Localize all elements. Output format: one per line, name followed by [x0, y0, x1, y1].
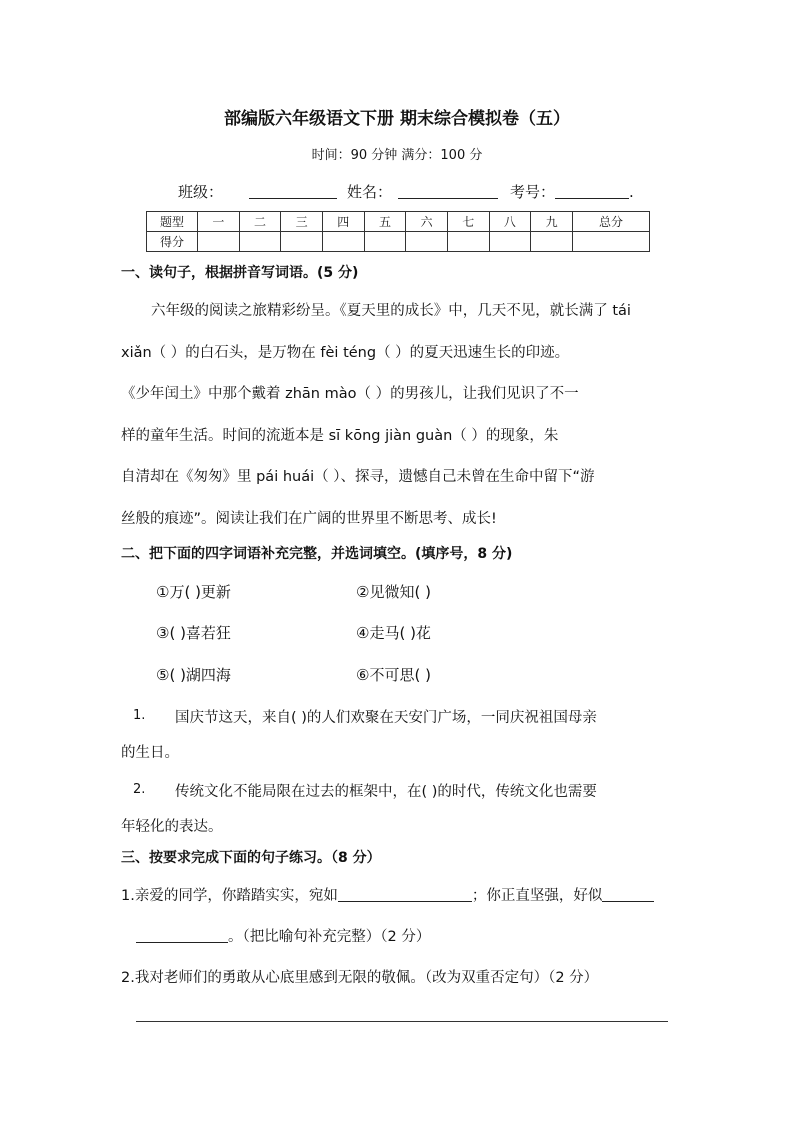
- header-cell: 七: [447, 212, 489, 232]
- name-blank[interactable]: [398, 182, 498, 199]
- simile-blank-3[interactable]: [136, 926, 228, 943]
- exam-time-info: 时间：90 分钟 满分：100 分: [311, 148, 483, 163]
- score-table-score-row: [147, 232, 650, 252]
- idiom-option: ④走马( )花: [356, 624, 431, 642]
- score-table: [146, 211, 650, 252]
- score-table-header-row: [147, 212, 650, 232]
- answer-line[interactable]: [136, 1021, 668, 1022]
- fill-sentence-1: 国庆节这天，来自( )的人们欢聚在天安门广场，一同庆祝祖国母亲: [175, 710, 597, 726]
- header-cell: 三: [281, 212, 323, 232]
- score-cell[interactable]: [406, 232, 448, 252]
- header-cell: 二: [239, 212, 281, 232]
- score-cell[interactable]: [239, 232, 281, 252]
- section3-heading: 三、按要求完成下面的句子练习。（8 分）: [121, 850, 381, 866]
- question-number: 1.: [133, 708, 146, 723]
- name-label: 姓名：: [347, 183, 393, 201]
- exam-no-blank[interactable]: [555, 182, 629, 199]
- simile-sentence-cont: [136, 925, 430, 946]
- simile-part-a: 1.亲爱的同学，你踏踏实实，宛如: [121, 888, 338, 904]
- score-cell[interactable]: [489, 232, 531, 252]
- section1-line: 自清却在《匆匆》里 pái huái（ ）、探寻，遗憾自己未曾在生命中留下“游: [121, 469, 595, 485]
- section1-line: 样的童年生活。时间的流逝本是 sī kōng jiàn guàn（ ）的现象，朱: [121, 428, 559, 444]
- section1-line: 丝般的痕迹”。阅读让我们在广阔的世界里不断思考、成长!: [121, 511, 497, 527]
- simile-sentence: [121, 884, 654, 905]
- fill-sentence-2: 传统文化不能局限在过去的框架中，在( )的时代，传统文化也需要: [175, 784, 597, 800]
- class-label: 班级：: [178, 183, 224, 201]
- header-cell: 题型: [147, 212, 198, 232]
- student-info-line: [178, 181, 634, 202]
- fill-sentence-1-cont: 的生日。: [121, 745, 179, 761]
- score-cell[interactable]: [281, 232, 323, 252]
- simile-blank-1[interactable]: [338, 885, 472, 902]
- section1-line: 《少年闰土》中那个戴着 zhān mào（ ）的男孩儿，让我们见识了不一: [121, 386, 579, 402]
- idiom-option: ①万( )更新: [156, 583, 231, 601]
- header-cell: 八: [489, 212, 531, 232]
- section1-heading: 一、读句子，根据拼音写词语。(5 分): [121, 265, 359, 281]
- double-negative-question: 2.我对老师们的勇敢从心底里感到无限的敬佩。（改为双重否定句）（2 分）: [121, 970, 599, 986]
- score-cell[interactable]: [364, 232, 406, 252]
- score-cell[interactable]: [531, 232, 573, 252]
- simile-part-b: ；你正直坚强，好似: [471, 888, 603, 904]
- idiom-option: ②见微知( ): [356, 583, 431, 601]
- header-cell: 六: [406, 212, 448, 232]
- row-label-cell: 得分: [147, 232, 198, 252]
- score-cell[interactable]: [198, 232, 240, 252]
- page-title: 部编版六年级语文下册 期末综合模拟卷（五）: [224, 109, 570, 129]
- header-cell: 五: [364, 212, 406, 232]
- section2-heading: 二、把下面的四字词语补充完整，并选词填空。(填序号，8 分): [121, 546, 513, 562]
- end-mark: .: [629, 183, 634, 201]
- fill-sentence-2-cont: 年轻化的表达。: [121, 819, 223, 835]
- section1-line: 六年级的阅读之旅精彩纷呈。《夏天里的成长》中，几天不见，就长满了 tái: [151, 303, 631, 319]
- exam-no-label: 考号：: [510, 183, 556, 201]
- header-cell: 九: [531, 212, 573, 232]
- simile-blank-2[interactable]: [602, 885, 654, 902]
- header-cell: 总分: [573, 212, 650, 232]
- idiom-option: ⑥不可思( ): [356, 666, 431, 684]
- header-cell: 一: [198, 212, 240, 232]
- section1-line: xiǎn（ ）的白石头，是万物在 fèi téng（ ）的夏天迅速生长的印迹。: [121, 345, 570, 361]
- idiom-option: ⑤( )湖四海: [156, 666, 231, 684]
- simile-part-c: 。（把比喻句补充完整）（2 分）: [228, 929, 431, 945]
- score-cell[interactable]: [573, 232, 650, 252]
- class-blank[interactable]: [249, 182, 337, 199]
- header-cell: 四: [322, 212, 364, 232]
- score-cell[interactable]: [322, 232, 364, 252]
- score-cell[interactable]: [447, 232, 489, 252]
- question-number: 2.: [133, 782, 146, 797]
- idiom-option: ③( )喜若狂: [156, 624, 231, 642]
